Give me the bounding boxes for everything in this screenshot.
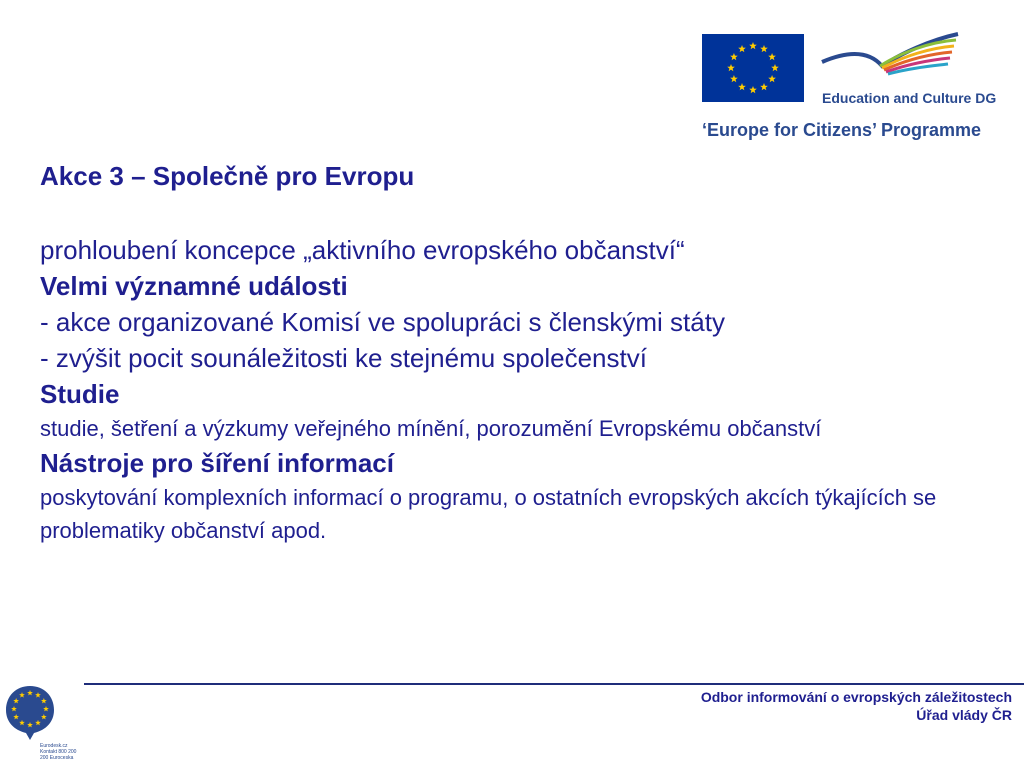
slide-content [40, 160, 990, 547]
eu-flag-logo [702, 34, 804, 102]
footer-office [701, 688, 1012, 724]
heading-major-events: Velmi významné události [40, 271, 348, 301]
eurodesk-caption: Eurodesk.cz Kontakt 800 200 200 Euroceska [40, 743, 77, 761]
intro-line: prohloubení koncepce „aktivního evropského občanství“ [40, 235, 685, 265]
footer-office-line1: Odbor informování o evropských záležitostech [700, 689, 1012, 705]
footer-divider [84, 683, 1024, 685]
bullet-sense-of-belonging: - zvýšit pocit sounáležitosti ke stejnému společenství [40, 343, 647, 373]
heading-studies: Studie [40, 379, 120, 409]
eurodesk-logo-icon [4, 684, 56, 740]
footer-office-line2: Úřad vlády ČR [916, 707, 1012, 723]
information-tools-description: poskytování komplexních informací o programu, o ostatních evropských akcích týkajících se problematiky občanství apod. [40, 485, 937, 543]
slide-title: Akce 3 – Společně pro Evropu [40, 161, 415, 191]
education-culture-swoosh-logo [820, 32, 960, 82]
dg-name: Education and Culture DG [822, 90, 997, 106]
studies-description: studie, šetření a výzkumy veřejného mínění, porozumění Evropskému občanství [40, 416, 822, 441]
bullet-commission-events: - akce organizované Komisí ve spolupráci s členskými státy [40, 307, 725, 337]
programme-name: ‘Europe for Citizens’ Programme [702, 120, 982, 140]
heading-information-tools: Nástroje pro šíření informací [40, 448, 394, 478]
